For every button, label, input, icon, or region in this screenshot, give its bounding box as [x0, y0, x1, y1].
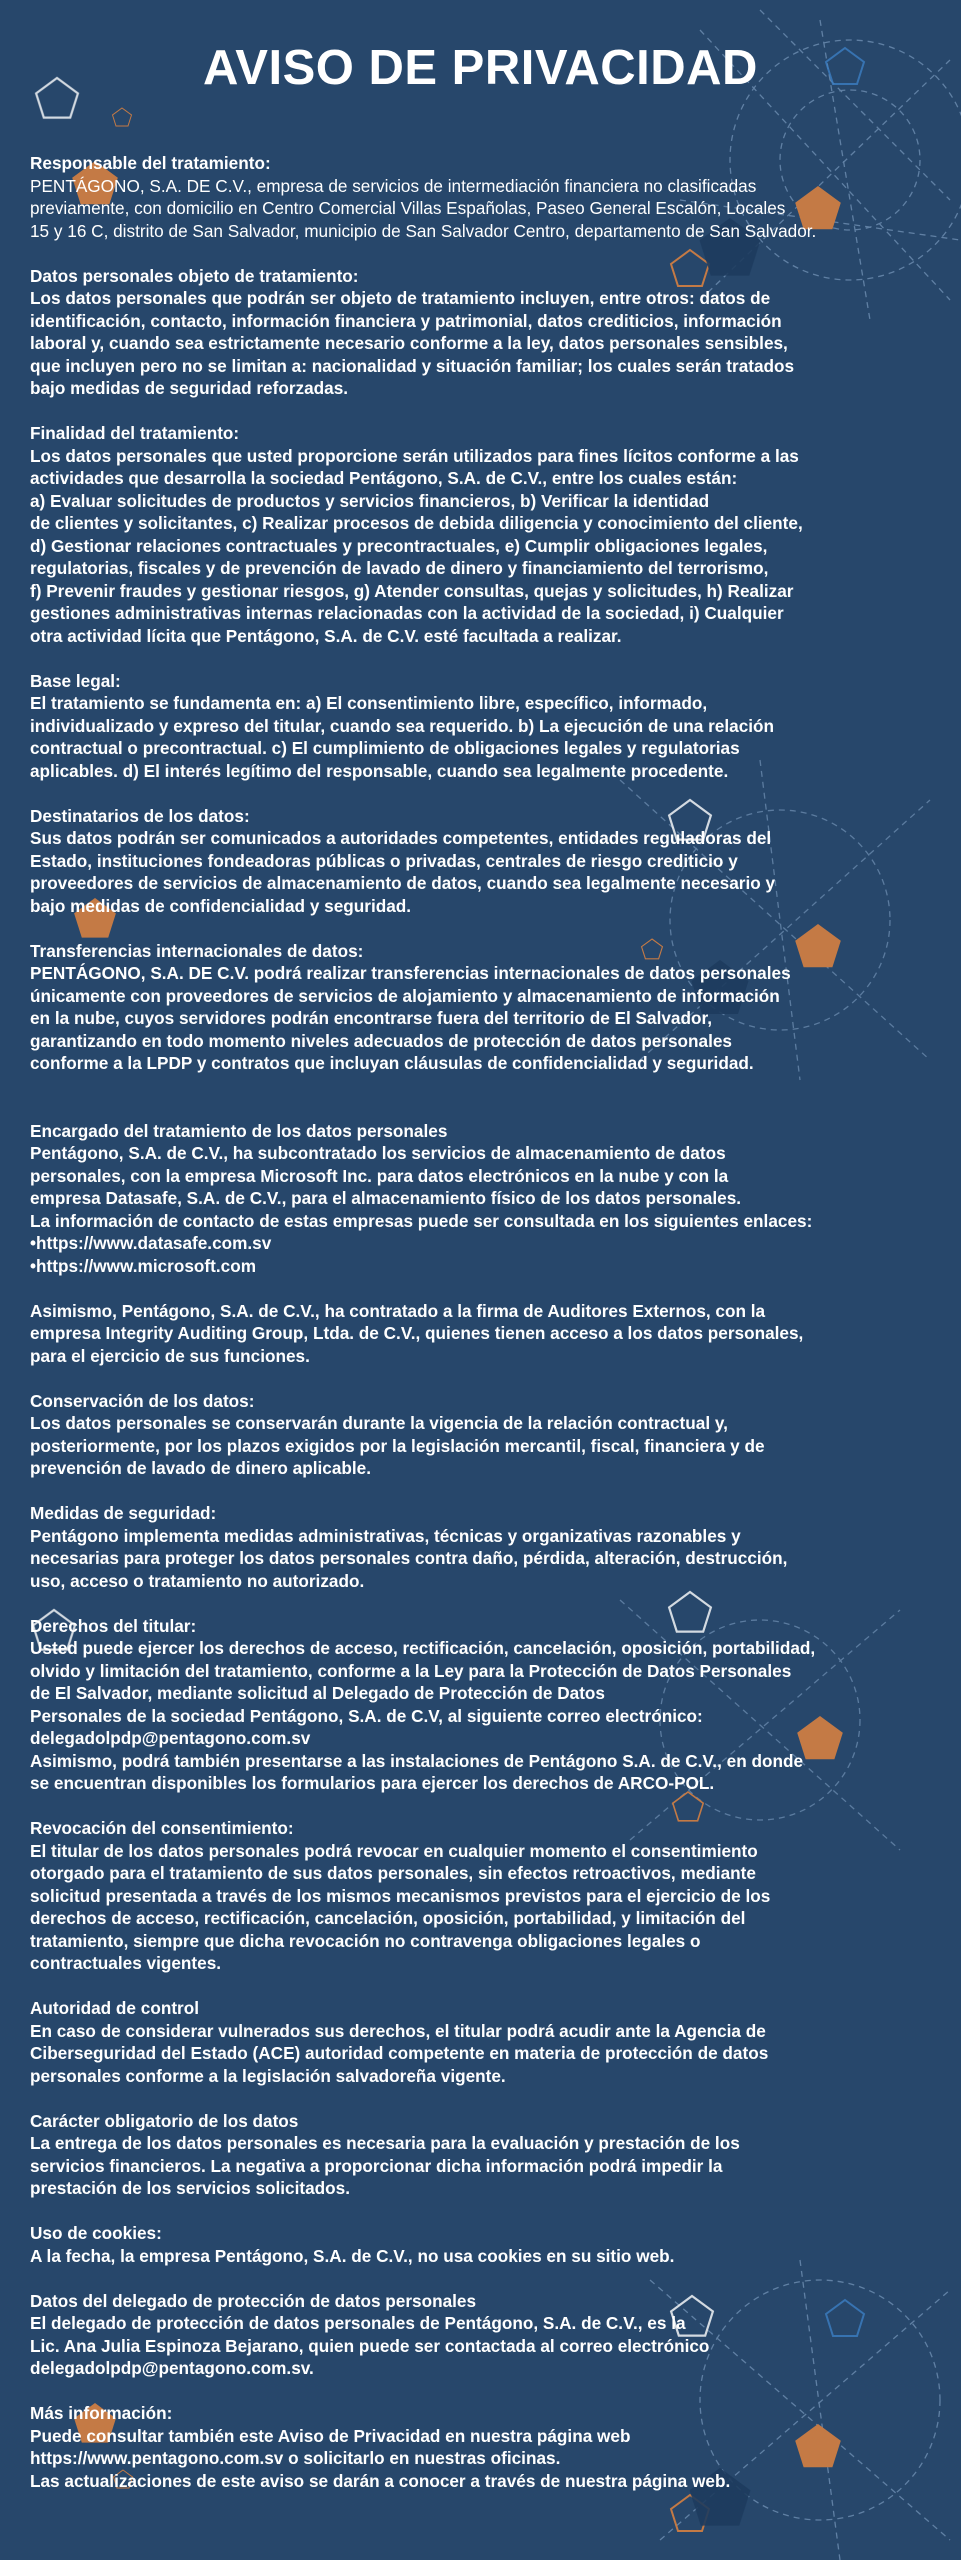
section-heading: Responsable del tratamiento: — [30, 153, 271, 173]
section-heading: Derechos del titular: — [30, 1615, 197, 1636]
section-text: Pentágono, S.A. de C.V., ha subcontratado los servicios de almacenamiento de datos personales, con la empresa Microsoft Inc. para datos electrónicos en la nube y con la empresa Datasafe, S.A. de C.V., para el almacenamiento físico de los datos personales. La información de contacto de estas empresas puede ser consultada en los siguientes enlaces: — [30, 1143, 813, 1231]
section-datos-personales — [30, 265, 952, 400]
section-heading: Más información: — [30, 2403, 173, 2423]
section-delegado — [30, 2290, 952, 2380]
section-text: En caso de considerar vulnerados sus derechos, el titular podrá acudir ante la Agencia de Ciberseguridad del Estado (ACE) autoridad competente en materia de protección de datos personales conforme a la legislación salvadoreña vigente. — [30, 2020, 769, 2086]
section-heading: Autoridad de control — [30, 1998, 200, 2018]
section-autoridad — [30, 1997, 952, 2087]
section-text: Usted puede ejercer los derechos de acceso, rectificación, cancelación, oposición, portabilidad, olvido y limitación del tratamiento, conforme a la Ley para la Protección de Datos Personales de El Salvador, mediante solicitud al Delegado de Protección de Datos Personales de la sociedad Pentágono, S.A. de C.V, al siguiente correo electrónico: delegadolpdp@pentagono.com.sv Asimismo, podrá también presentarse a las instalaciones de Pentágono S.A. de C.V., en donde se encuentran disponibles los formularios para ejercer los derechos de ARCO-POL. — [30, 1638, 816, 1793]
section-finalidad — [30, 422, 952, 647]
section-heading: Datos personales objeto de tratamiento: — [30, 265, 359, 286]
section-text: Sus datos podrán ser comunicados a autoridades competentes, entidades reguladoras del Estado, instituciones fondeadoras públicas o privadas, centrales de riesgo crediticio y proveedores de servicios de almacenamiento de datos, cuando sea legalmente necesario y bajo medidas de confidencialidad y seguridad. — [30, 828, 776, 916]
section-medidas-seguridad — [30, 1502, 952, 1592]
section-text: Los datos personales que podrán ser objeto de tratamiento incluyen, entre otros: datos de identificación, contacto, información financiera y patrimonial, datos crediticios, información laboral y, cuando sea estrictamente necesario conforme a la ley, datos personales sensibles, que incluyen pero no se limitan a: nacionalidad y situación familiar; los cuales serán tratados bajo medidas de seguridad reforzadas. — [30, 288, 795, 398]
section-text: Pentágono implementa medidas administrativas, técnicas y organizativas razonables y necesarias para proteger los datos personales contra daño, pérdida, alteración, destrucción, uso, acceso o tratamiento no autorizado. — [30, 1525, 788, 1591]
microsoft-link[interactable]: • https://www.microsoft.com — [30, 1255, 952, 1278]
datasafe-link[interactable]: • https://www.datasafe.com.sv — [30, 1232, 952, 1255]
section-text: El delegado de protección de datos personales de Pentágono, S.A. de C.V., es la Lic. Ana Julia Espinoza Bejarano, quien puede ser contactada al correo electrónico delegadolpdp@pentagono.com.sv. — [30, 2313, 710, 2378]
section-responsable — [30, 152, 952, 242]
section-heading: Conservación de los datos: — [30, 1390, 255, 1411]
section-heading: Encargado del tratamiento de los datos personales — [30, 1120, 448, 1141]
section-destinatarios — [30, 805, 952, 918]
section-base-legal — [30, 670, 952, 783]
section-heading: Finalidad del tratamiento: — [30, 423, 240, 443]
section-text: Los datos personales que usted proporcione serán utilizados para fines lícitos conforme a las actividades que desarrolla la sociedad Pentágono, S.A. de C.V., entre los cuales están: a) Evaluar solicitudes de productos y servicios financieros, b) Verificar la identidad de clientes y solicitantes, c) Realizar procesos de debida diligencia y conocimiento del cliente, d) Gestionar relaciones contractuales y precontractuales, e) Cumplir obligaciones legales, regulatorias, fiscales y de prevención de lavado de dinero y financiamiento del terrorismo, f) Prevenir fraudes y gestionar riesgos, g) Atender consultas, quejas y solicitudes, h) Realizar gestiones administrativas internas relacionadas con la actividad de la sociedad, i) Cualquier otra actividad lícita que Pentágono, S.A. de C.V. esté facultada a realizar. — [30, 445, 803, 646]
section-text: Puede consultar también este Aviso de Privacidad en nuestra página web https://www.pentagono.com.sv o solicitarlo en nuestras oficinas. Las actualizaciones de este aviso se darán a conocer a través de nuestra página web. — [30, 2425, 731, 2491]
section-encargado — [30, 1120, 952, 1278]
page-title: AVISO DE PRIVACIDAD — [203, 41, 758, 95]
section-text: A la fecha, la empresa Pentágono, S.A. de C.V., no usa cookies en su sitio web. — [30, 2245, 675, 2266]
section-conservacion — [30, 1390, 952, 1480]
section-text: PENTÁGONO, S.A. DE C.V. podrá realizar transferencias internacionales de datos personales únicamente con proveedores de servicios de alojamiento y almacenamiento de información en la nube, cuyos servidores podrán encontrarse fuera del territorio de El Salvador, garantizando en todo momento niveles adecuados de protección de datos personales conforme a la LPDP y contratos que incluyan cláusulas de confidencialidad y seguridad. — [30, 963, 791, 1073]
section-text: PENTÁGONO, S.A. DE C.V., empresa de servicios de intermediación financiera no clasificadas previamente, con domicilio en Centro Comercial Villas Españolas, Paseo General Escalón, Locales 15 y 16 C, distrito de San Salvador, municipio de San Salvador Centro, departamento de San Salvador. — [30, 175, 817, 241]
section-heading: Carácter obligatorio de los datos — [30, 2110, 299, 2131]
section-heading: Medidas de seguridad: — [30, 1503, 217, 1523]
section-heading: Datos del delegado de protección de datos personales — [30, 2290, 477, 2311]
section-heading: Uso de cookies: — [30, 2223, 162, 2243]
section-text: El titular de los datos personales podrá revocar en cualquier momento el consentimiento otorgado para el tratamiento de sus datos personales, sin efectos retroactivos, mediante solicitud presentada a través de los mismos mecanismos previstos para el ejercicio de los derechos de acceso, rectificación, cancelación, oposición, portabilidad, y limitación del tratamiento, siempre que dicha revocación no contravenga obligaciones legales o contractuales vigentes. — [30, 1840, 771, 1973]
section-transferencias — [30, 940, 952, 1075]
section-caracter-obligatorio — [30, 2110, 952, 2200]
section-text: La entrega de los datos personales es necesaria para la evaluación y prestación de los servicios financieros. La negativa a proporcionar dicha información podrá impedir la prestación de los servicios solicitados. — [30, 2133, 740, 2198]
provider-links — [30, 1232, 952, 1277]
section-text: Asimismo, Pentágono, S.A. de C.V., ha contratado a la firma de Auditores Externos, con la empresa Integrity Auditing Group, Ltda. de C.V., quienes tienen acceso a los datos personales, para el ejercicio de sus funciones. — [30, 1300, 804, 1366]
section-heading: Transferencias internacionales de datos: — [30, 940, 364, 961]
section-heading: Revocación del consentimiento: — [30, 1818, 294, 1838]
section-heading: Destinatarios de los datos: — [30, 805, 250, 826]
section-text: Los datos personales se conservarán durante la vigencia de la relación contractual y, posteriormente, por los plazos exigidos por la legislación mercantil, fiscal, financiera y de prevención de lavado de dinero aplicable. — [30, 1413, 765, 1478]
section-derechos — [30, 1615, 952, 1795]
section-mas-informacion — [30, 2402, 952, 2492]
section-auditores — [30, 1300, 952, 1368]
privacy-notice-body — [30, 152, 952, 2515]
section-heading: Base legal: — [30, 670, 121, 691]
section-revocacion — [30, 1817, 952, 1975]
section-text: El tratamiento se fundamenta en: a) El consentimiento libre, específico, informado, individualizado y expreso del titular, cuando sea requerido. b) La ejecución de una relación contractual o precontractual. c) El cumplimiento de obligaciones legales y regulatorias aplicables. d) El interés legítimo del responsable, cuando sea legalmente procedente. — [30, 693, 775, 781]
section-cookies — [30, 2222, 952, 2267]
